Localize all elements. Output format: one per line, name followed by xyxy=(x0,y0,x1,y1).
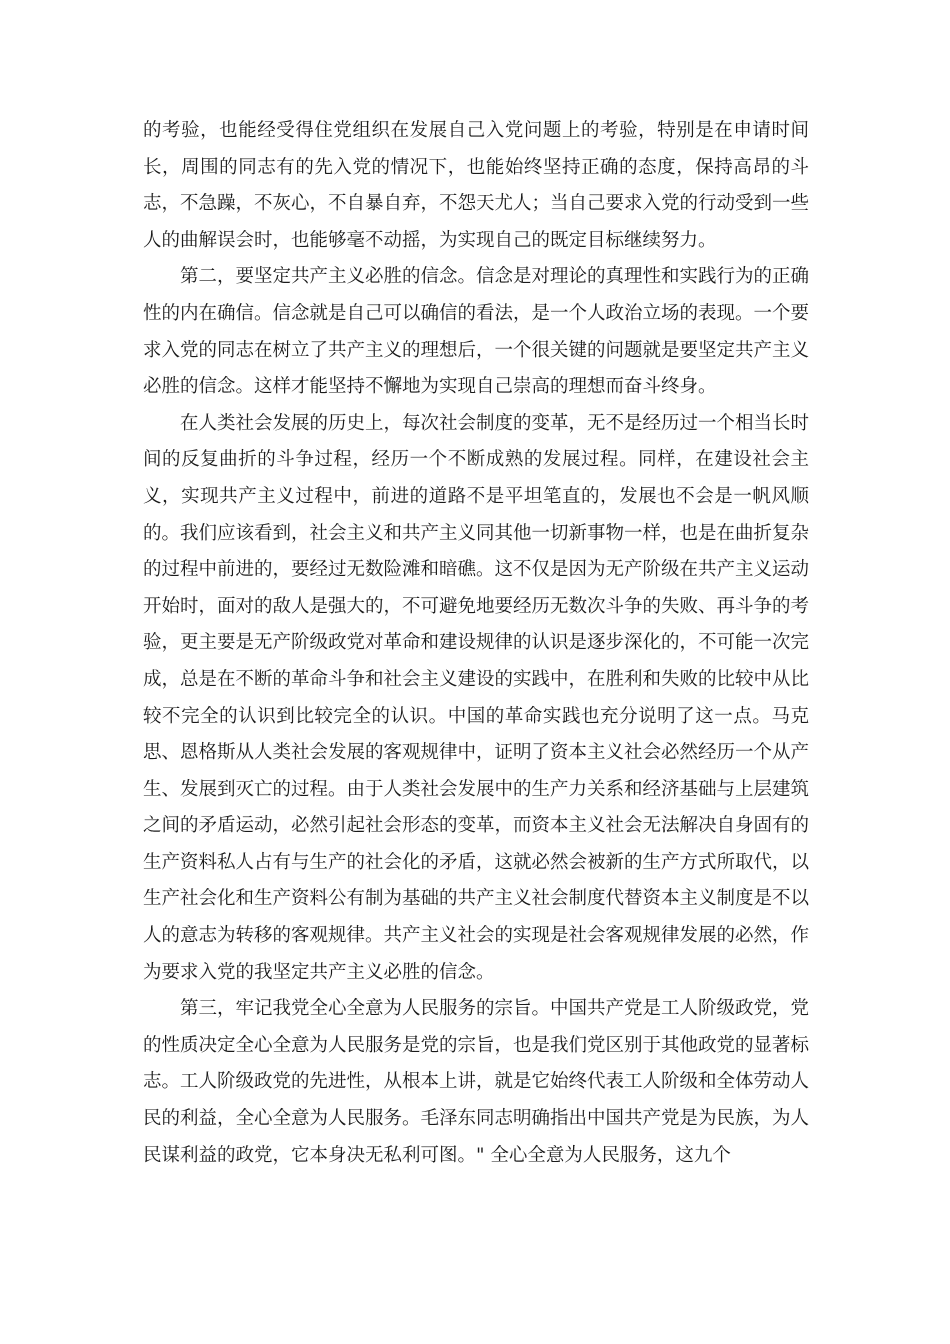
paragraph-history: 在人类社会发展的历史上，每次社会制度的变革，无不是经历过一个相当长时间的反复曲折的斗争过程，经历一个不断成熟的发展过程。同样，在建设社会主义，实现共产主义过程中，前进的道路不是平坦笔直的，发展也不会是一帆风顺的。我们应该看到，社会主义和共产主义同其他一切新事物一样，也是在曲折复杂的过程中前进的，要经过无数险滩和暗礁。这不仅是因为无产阶级在共产主义运动开始时，面对的敌人是强大的，不可避免地要经历无数次斗争的失败、再斗争的考验，更主要是无产阶级政党对革命和建设规律的认识是逐步深化的，不可能一次完成，总是在不断的革命斗争和社会主义建设的实践中，在胜利和失败的比较中从比较不完全的认识到比较完全的认识。中国的革命实践也充分说明了这一点。马克思、恩格斯从人类社会发展的客观规律中，证明了资本主义社会必然经历一个从产生、发展到灭亡的过程。由于人类社会发展中的生产力关系和经济基础与上层建筑之间的矛盾运动，必然引起社会形态的变革，而资本主义社会无法解决自身固有的生产资料私人占有与生产的社会化的矛盾，这就必然会被新的生产方式所取代，以生产社会化和生产资料公有制为基础的共产主义社会制度代替资本主义制度是不以人的意志为转移的客观规律。共产主义社会的实现是社会客观规律发展的必然，作为要求入党的我坚定共产主义必胜的信念。 xyxy=(143,412,810,983)
document-body xyxy=(143,113,809,1174)
paragraph-continuation: 的考验，也能经受得住党组织在发展自己入党问题上的考验，特别是在申请时间长，周围的同志有的先入党的情况下，也能始终坚持正确的态度，保持高昂的斗志，不急躁，不灰心，不自暴自弃，不怨天尤人；当自己要求入党的行动受到一些人的曲解误会时，也能够毫不动摇，为实现自己的既定目标继续努力。 xyxy=(143,120,810,251)
paragraph-third-point: 第三，牢记我党全心全意为人民服务的宗旨。中国共产党是工人阶级政党，党的性质决定全心全意为人民服务是党的宗旨，也是我们党区别于其他政党的显著标志。工人阶级政党的先进性，从根本上讲，就是它始终代表工人阶级和全体劳动人民的利益，全心全意为人民服务。毛泽东同志明确指出中国共产党是为民族，为人民谋利益的政党，它本身决无私利可图。" 全心全意为人民服务，这九个 xyxy=(143,998,810,1166)
paragraph-second-point: 第二，要坚定共产主义必胜的信念。信念是对理论的真理性和实践行为的正确性的内在确信。信念就是自己可以确信的看法，是一个人政治立场的表现。一个要求入党的同志在树立了共产主义的理想后，一个很关键的问题就是要坚定共产主义必胜的信念。这样才能坚持不懈地为实现自己崇高的理想而奋斗终身。 xyxy=(143,266,810,398)
